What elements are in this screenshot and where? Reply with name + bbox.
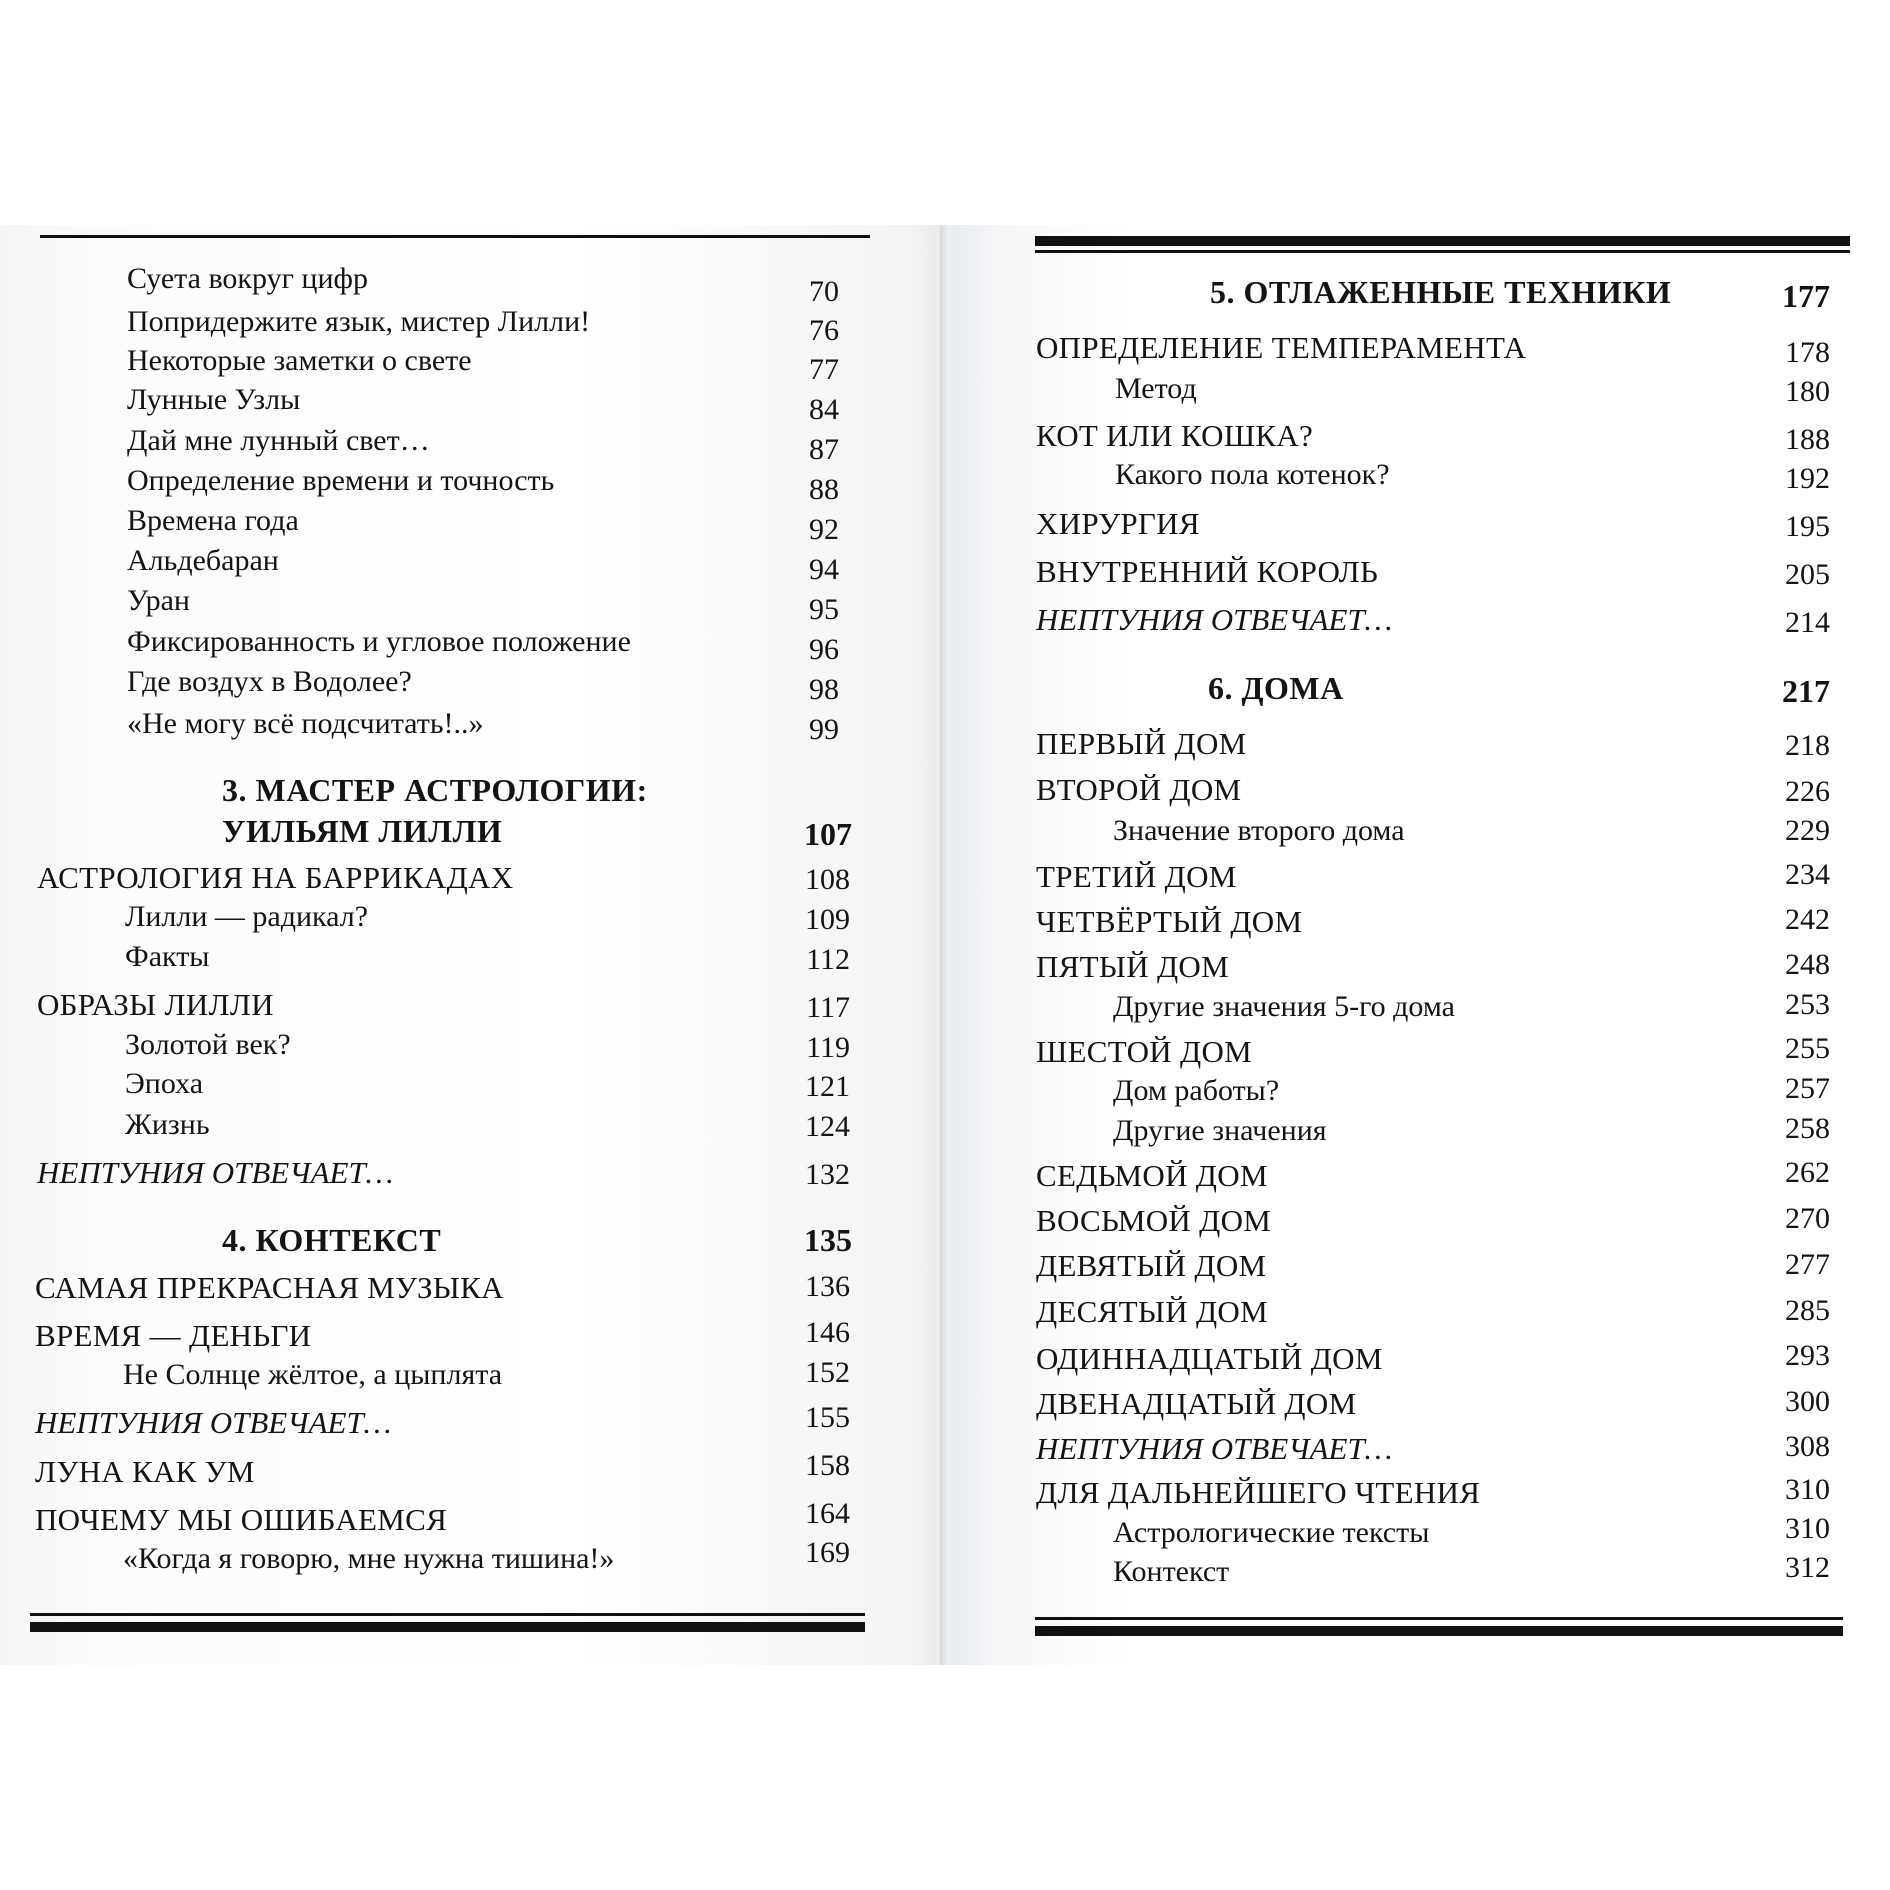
toc-entry-title: ДЛЯ ДАЛЬНЕЙШЕГО ЧТЕНИЯ (1036, 1475, 1481, 1510)
toc-entry-title: Факты (125, 940, 210, 973)
toc-entry-page: 229 (1785, 814, 1830, 847)
toc-entry-title: Попридержите язык, мистер Лилли! (127, 305, 591, 338)
toc-entry-title: НЕПТУНИЯ ОТВЕЧАЕТ… (37, 1155, 394, 1190)
toc-entry-page: 293 (1785, 1339, 1830, 1372)
chapter-heading: УИЛЬЯМ ЛИЛЛИ (222, 813, 503, 849)
toc-entry-page: 300 (1785, 1385, 1830, 1418)
left-bottom-rule-thin (30, 1613, 865, 1616)
toc-entry-page: 92 (809, 513, 839, 546)
toc-entry-page: 77 (809, 353, 839, 386)
toc-entry-page: 94 (809, 553, 839, 586)
toc-entry-title: Суета вокруг цифр (127, 262, 368, 295)
toc-entry-title: Золотой век? (125, 1028, 291, 1061)
toc-entry-title: Какого пола котенок? (1115, 458, 1390, 491)
toc-entry-title: ЛУНА КАК УМ (35, 1454, 255, 1489)
toc-entry-page: 310 (1785, 1473, 1830, 1506)
chapter-page: 217 (1782, 673, 1830, 709)
toc-entry-title: Лунные Узлы (127, 383, 301, 416)
toc-entry-page: 188 (1785, 423, 1830, 456)
toc-entry-page: 121 (805, 1070, 850, 1103)
left-top-rule (40, 235, 870, 238)
toc-entry-page: 119 (806, 1031, 850, 1064)
book-spine (940, 225, 954, 1665)
toc-entry-page: 164 (805, 1497, 850, 1530)
toc-entry-page: 87 (809, 433, 839, 466)
toc-entry-title: ДЕСЯТЫЙ ДОМ (1036, 1294, 1268, 1329)
toc-entry-page: 214 (1785, 606, 1830, 639)
toc-entry-page: 285 (1785, 1294, 1830, 1327)
right-top-rule-thin (1035, 250, 1850, 253)
toc-entry-page: 195 (1785, 510, 1830, 543)
toc-entry-title: Времена года (127, 504, 299, 537)
toc-entry-page: 108 (805, 863, 850, 896)
right-top-rule-thick (1035, 236, 1850, 246)
right-bottom-rule-thick (1035, 1626, 1843, 1636)
toc-entry-page: 98 (809, 673, 839, 706)
chapter-heading: 5. ОТЛАЖЕННЫЕ ТЕХНИКИ (1210, 274, 1672, 310)
toc-entry-page: 312 (1785, 1551, 1830, 1584)
chapter-heading: 3. МАСТЕР АСТРОЛОГИИ: (222, 772, 648, 808)
toc-entry-page: 136 (805, 1270, 850, 1303)
toc-entry-title: Жизнь (125, 1108, 210, 1141)
toc-entry-title: Другие значения 5-го дома (1113, 990, 1455, 1023)
toc-entry-page: 76 (809, 314, 839, 347)
toc-entry-title: Дай мне лунный свет… (127, 424, 430, 457)
toc-entry-title: ХИРУРГИЯ (1036, 506, 1200, 541)
toc-entry-page: 180 (1785, 375, 1830, 408)
toc-entry-page: 205 (1785, 558, 1830, 591)
toc-entry-page: 109 (805, 903, 850, 936)
toc-entry-title: ВРЕМЯ — ДЕНЬГИ (35, 1318, 312, 1353)
toc-entry-title: Уран (127, 584, 190, 617)
toc-entry-title: ПЯТЫЙ ДОМ (1036, 949, 1229, 984)
chapter-page: 177 (1782, 278, 1830, 314)
toc-entry-page: 95 (809, 593, 839, 626)
toc-entry-title: Эпоха (125, 1067, 204, 1100)
toc-entry-title: АСТРОЛОГИЯ НА БАРРИКАДАХ (37, 860, 514, 895)
toc-entry-title: НЕПТУНИЯ ОТВЕЧАЕТ… (1036, 602, 1393, 637)
toc-entry-title: ШЕСТОЙ ДОМ (1036, 1034, 1253, 1069)
toc-entry-page: 124 (805, 1110, 850, 1143)
toc-entry-page: 112 (806, 943, 850, 976)
toc-entry-title: ВНУТРЕННИЙ КОРОЛЬ (1036, 554, 1379, 589)
toc-entry-title: ВОСЬМОЙ ДОМ (1036, 1203, 1272, 1238)
toc-entry-page: 310 (1785, 1512, 1830, 1545)
toc-entry-title: Не Солнце жёлтое, а цыплята (123, 1358, 503, 1391)
toc-entry-title: СЕДЬМОЙ ДОМ (1036, 1158, 1268, 1193)
toc-entry-title: ПЕРВЫЙ ДОМ (1036, 726, 1247, 761)
toc-entry-page: 169 (805, 1536, 850, 1569)
toc-entry-title: ОДИННАДЦАТЫЙ ДОМ (1036, 1341, 1383, 1376)
toc-entry-title: Некоторые заметки о свете (127, 344, 472, 377)
toc-entry-title: Дом работы? (1113, 1074, 1280, 1107)
toc-entry-title: «Не могу всё подсчитать!..» (127, 707, 484, 740)
toc-entry-page: 234 (1785, 858, 1830, 891)
toc-entry-page: 262 (1785, 1156, 1830, 1189)
toc-entry-title: ОБРАЗЫ ЛИЛЛИ (37, 987, 274, 1022)
toc-entry-page: 248 (1785, 948, 1830, 981)
chapter-heading: 4. КОНТЕКСТ (222, 1222, 442, 1258)
toc-entry-page: 255 (1785, 1032, 1830, 1065)
right-bottom-rule-thin (1035, 1617, 1843, 1620)
toc-entry-page: 146 (805, 1316, 850, 1349)
toc-entry-title: Фиксированность и угловое положение (127, 625, 631, 658)
toc-entry-page: 152 (805, 1356, 850, 1389)
toc-entry-title: «Когда я говорю, мне нужна тишина!» (123, 1542, 615, 1575)
toc-entry-page: 155 (805, 1401, 850, 1434)
toc-entry-page: 158 (805, 1449, 850, 1482)
left-bottom-rule-thick (30, 1622, 865, 1632)
toc-entry-title: Значение второго дома (1113, 814, 1405, 847)
toc-entry-page: 257 (1785, 1072, 1830, 1105)
toc-entry-page: 96 (809, 633, 839, 666)
toc-entry-title: КОТ ИЛИ КОШКА? (1036, 418, 1314, 453)
chapter-page: 135 (804, 1222, 852, 1258)
toc-entry-title: Метод (1115, 372, 1197, 405)
toc-entry-title: НЕПТУНИЯ ОТВЕЧАЕТ… (35, 1405, 392, 1440)
toc-entry-page: 226 (1785, 775, 1830, 808)
toc-entry-title: Определение времени и точность (127, 464, 555, 497)
toc-entry-title: САМАЯ ПРЕКРАСНАЯ МУЗЫКА (35, 1270, 504, 1305)
toc-entry-title: ДЕВЯТЫЙ ДОМ (1036, 1248, 1267, 1283)
toc-entry-title: Контекст (1113, 1555, 1230, 1588)
toc-entry-page: 84 (809, 393, 839, 426)
toc-entry-page: 117 (806, 991, 850, 1024)
toc-entry-page: 258 (1785, 1112, 1830, 1145)
toc-entry-title: Астрологические тексты (1113, 1516, 1430, 1549)
toc-entry-page: 308 (1785, 1430, 1830, 1463)
toc-entry-page: 218 (1785, 729, 1830, 762)
toc-entry-page: 99 (809, 713, 839, 746)
toc-entry-title: ЧЕТВЁРТЫЙ ДОМ (1036, 904, 1303, 939)
toc-entry-title: Лилли — радикал? (125, 900, 369, 933)
chapter-heading: 6. ДОМА (1208, 670, 1344, 706)
toc-entry-page: 88 (809, 473, 839, 506)
toc-entry-title: ВТОРОЙ ДОМ (1036, 772, 1242, 807)
toc-entry-page: 277 (1785, 1248, 1830, 1281)
toc-entry-page: 242 (1785, 903, 1830, 936)
toc-entry-page: 253 (1785, 988, 1830, 1021)
toc-entry-title: ТРЕТИЙ ДОМ (1036, 859, 1237, 894)
toc-entry-page: 70 (809, 275, 839, 308)
chapter-page: 107 (804, 816, 852, 852)
toc-entry-page: 178 (1785, 336, 1830, 369)
toc-entry-title: Альдебаран (127, 544, 279, 577)
toc-entry-title: ПОЧЕМУ МЫ ОШИБАЕМСЯ (35, 1502, 448, 1537)
toc-entry-page: 270 (1785, 1202, 1830, 1235)
toc-entry-page: 192 (1785, 462, 1830, 495)
toc-entry-title: НЕПТУНИЯ ОТВЕЧАЕТ… (1036, 1431, 1393, 1466)
toc-entry-title: ДВЕНАДЦАТЫЙ ДОМ (1036, 1386, 1357, 1421)
toc-entry-title: ОПРЕДЕЛЕНИЕ ТЕМПЕРАМЕНТА (1036, 330, 1527, 365)
toc-entry-page: 132 (805, 1158, 850, 1191)
toc-entry-title: Другие значения (1113, 1114, 1327, 1147)
toc-entry-title: Где воздух в Водолее? (127, 665, 412, 698)
